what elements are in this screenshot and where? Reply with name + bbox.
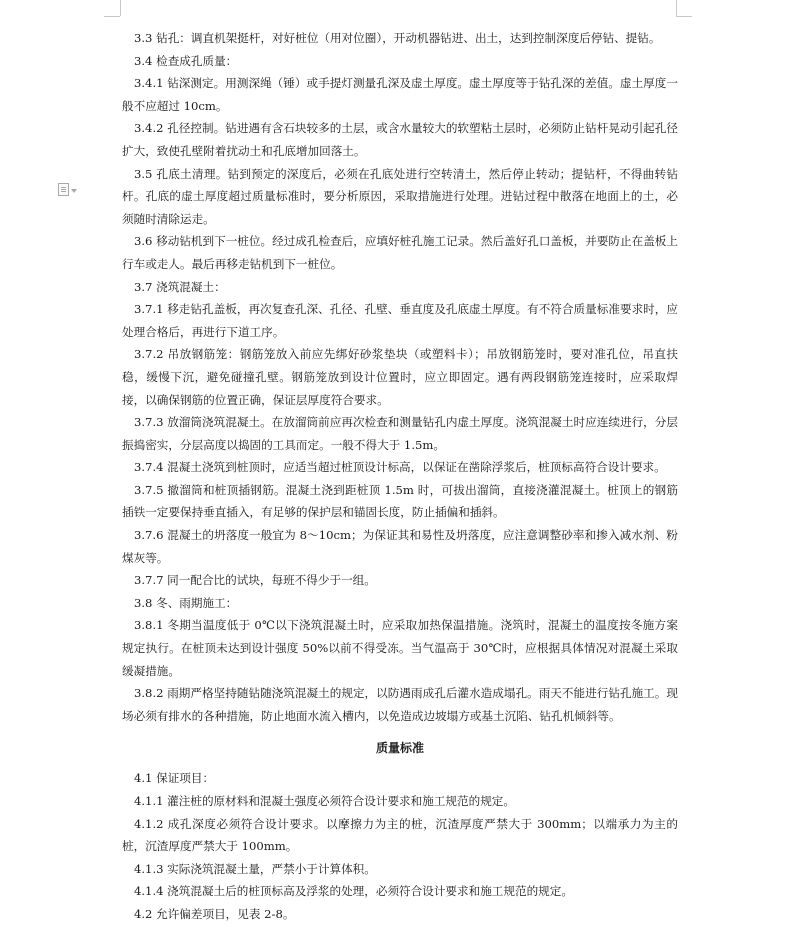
margin-corner-mark-left — [120, 0, 121, 16]
caret-down-icon — [71, 189, 77, 193]
paragraph: 3.4.1 钻深测定。用测深绳（锤）或手提灯测量孔深及虚土厚度。虚土厚度等于钻孔深的差值。虚土厚度一般不应超过 10cm。 — [122, 76, 678, 113]
paragraph: 3.8.2 雨期严格坚持随钻随浇筑混凝土的规定，以防遇雨成孔后灌水造成塌孔。雨天不能进行钻孔施工。现场必须有排水的各种措施，防止地面水流入槽内，以免造成边坡塌方或基土沉陷、钻孔机倾斜等。 — [122, 686, 678, 723]
paragraph: 4.1.1 灌注桩的原材料和混凝土强度必须符合设计要求和施工规范的规定。 — [134, 794, 515, 808]
paragraph: 3.6 移动钻机到下一桩位。经过成孔检查后，应填好桩孔施工记录。然后盖好孔口盖板，并要防止在盖板上行车或走人。最后再移走钻机到下一桩位。 — [122, 234, 678, 271]
quality-items-section — [122, 767, 678, 925]
paragraph: 3.7.7 同一配合比的试块，每班不得少于一组。 — [134, 573, 376, 588]
paragraph: 4.1.2 成孔深度必须符合设计要求。以摩擦力为主的桩，沉渣厚度严禁大于 300mm；以端承力为主的桩，沉渣厚度严禁大于 100mm。 — [122, 816, 678, 854]
paragraph-options-button[interactable] — [58, 183, 77, 196]
document-body — [122, 27, 678, 926]
margin-corner-mark-left-horizontal — [104, 16, 120, 17]
paragraph: 4.1 保证项目： — [134, 771, 215, 786]
document-paragraph-icon — [58, 183, 69, 196]
paragraph: 3.8.1 冬期当温度低于 0℃以下浇筑混凝土时，应采取加热保温措施。浇筑时，混凝土的温度按冬施方案规定执行。在桩顶未达到设计强度 50%以前不得受冻。当气温高于 30℃时，应根据具体情况对混凝土采取缓凝措施。 — [122, 618, 678, 678]
paragraph: 3.4 检查成孔质量： — [134, 53, 238, 68]
paragraph: 3.7.3 放溜筒浇筑混凝土。在放溜筒前应再次检查和测量钻孔内虚土厚度。浇筑混凝土时应连续进行，分层振捣密实，分层高度以捣固的工具而定。一般不得大于 1.5m。 — [122, 415, 678, 452]
paragraph: 3.7.6 混凝土的坍落度一般宜为 8～10cm；为保证其和易性及坍落度，应注意调整砂率和掺入减水剂、粉煤灰等。 — [122, 528, 678, 565]
paragraph: 3.5 孔底土清理。钻到预定的深度后，必须在孔底处进行空转清土，然后停止转动；提钻杆，不得曲转钻杆。孔底的虚土厚度超过质量标准时，要分析原因，采取措施进行处理。进钻过程中散落在地面上的土，必须随时清除运走。 — [122, 166, 678, 226]
paragraph: 3.7.1 移走钻孔盖板，再次复查孔深、孔径、孔壁、垂直度及孔底虚土厚度。有不符合质量标准要求时，应处理合格后，再进行下道工序。 — [122, 302, 678, 339]
margin-corner-mark-right-horizontal — [676, 16, 692, 17]
paragraph: 3.3 钻孔：调直机架挺杆，对好桩位（用对位圈），开动机器钻进、出土，达到控制深度后停钻、提钻。 — [134, 31, 661, 45]
paragraph: 4.1.3 实际浇筑混凝土量，严禁小于计算体积。 — [134, 861, 376, 876]
paragraph: 3.8 冬、雨期施工： — [134, 595, 238, 610]
margin-corner-mark-right — [676, 0, 677, 16]
paragraph: 3.7 浇筑混凝土： — [134, 279, 226, 294]
paragraph: 3.7.5 撤溜筒和桩顶插钢筋。混凝土浇到距桩顶 1.5m 时，可拔出溜筒，直接浇灌混凝土。桩顶上的钢筋插铁一定要保持垂直插入，有足够的保护层和锚固长度，防止插偏和插斜。 — [122, 482, 678, 520]
paragraph: 4.1.4 浇筑混凝土后的桩顶标高及浮浆的处理，必须符合设计要求和施工规范的规定。 — [134, 884, 573, 899]
section-heading-quality-standard: 质量标准 — [375, 741, 424, 756]
paragraph: 3.7.2 吊放钢筋笼：钢筋笼放入前应先绑好砂浆垫块（或塑料卡）；吊放钢筋笼时，要对准孔位，吊直扶稳，缓慢下沉，避免碰撞孔壁。钢筋笼放到设计位置时，应立即固定。遇有两段钢筋笼连接时，应采取焊接，以确保钢筋的位置正确，保证层厚度符合要求。 — [122, 347, 678, 407]
paragraph: 3.7.4 混凝土浇筑到桩顶时，应适当超过桩顶设计标高，以保证在凿除浮浆后，桩顶标高符合设计要求。 — [134, 460, 666, 475]
paragraph: 4.2 允许偏差项目，见表 2-8。 — [134, 906, 295, 921]
construction-steps-section — [122, 27, 678, 727]
paragraph: 3.4.2 孔径控制。钻进遇有含石块较多的土层，或含水量较大的软塑粘土层时，必须防止钻杆晃动引起孔径扩大，致使孔壁附着扰动土和孔底增加回落土。 — [122, 121, 678, 158]
